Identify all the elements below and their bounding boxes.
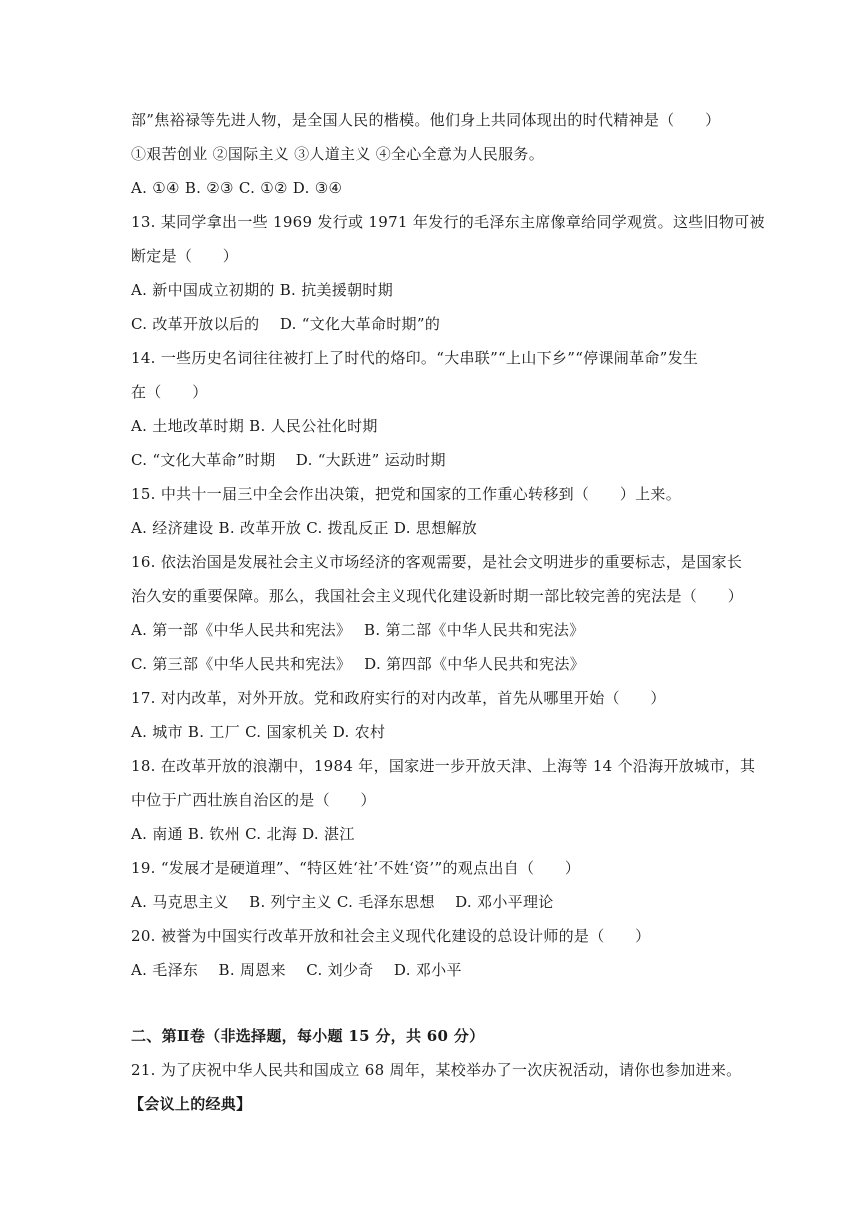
options-line: A. 新中国成立初期的 B. 抗美援朝时期: [131, 281, 393, 299]
subsection-heading: 【会议上的经典】: [129, 1095, 252, 1113]
question-19: 19. “发展才是硬道理”、“特区姓‘社’不姓‘资’”的观点出自（ ）: [131, 859, 581, 877]
question-13: 13. 某同学拿出一些 1969 发行或 1971 年发行的毛泽东主席像章给同学观赏。这些旧物可被: [131, 213, 765, 231]
text-line: 断定是（ ）: [131, 247, 239, 265]
question-18: 18. 在改革开放的浪潮中，1984 年，国家进一步开放天津、上海等 14 个沿海开放城市，其: [131, 757, 756, 775]
question-16: 16. 依法治国是发展社会主义市场经济的客观需要，是社会文明进步的重要标志，是国家长: [131, 553, 743, 571]
question-20: 20. 被誉为中国实行改革开放和社会主义现代化建设的总设计师的是（ ）: [131, 927, 651, 945]
question-17: 17. 对内改革，对外开放。党和政府实行的对内改革，首先从哪里开始（ ）: [131, 689, 666, 707]
text-line: 中位于广西壮族自治区的是（ ）: [131, 791, 376, 809]
options-line: C. “文化大革命”时期 D. “大跃进” 运动时期: [131, 451, 446, 469]
options-line: C. 第三部《中华人民共和宪法》 D. 第四部《中华人民共和宪法》: [131, 655, 585, 673]
question-14: 14. 一些历史名词往往被打上了时代的烙印。“大串联”“上山下乡”“停课闹革命”发生: [131, 349, 699, 367]
options-line: A. 南通 B. 钦州 C. 北海 D. 湛江: [131, 825, 355, 843]
options-line: A. 土地改革时期 B. 人民公社化时期: [131, 417, 378, 435]
options-line: A. 城市 B. 工厂 C. 国家机关 D. 农村: [131, 723, 386, 741]
question-21: 21. 为了庆祝中华人民共和国成立 68 周年，某校举办了一次庆祝活动，请你也参加进来。: [131, 1061, 742, 1079]
text-line: 部”焦裕禄等先进人物，是全国人民的楷模。他们身上共同体现出的时代精神是（ ）: [131, 111, 721, 129]
section-heading: 二、第Ⅱ卷（非选择题，每小题 15 分，共 60 分）: [131, 1027, 485, 1045]
text-line: A. ①④ B. ②③ C. ①② D. ③④: [131, 179, 343, 197]
question-15: 15. 中共十一届三中全会作出决策，把党和国家的工作重心转移到（ ）上来。: [131, 485, 682, 503]
options-line: A. 马克思主义 B. 列宁主义 C. 毛泽东思想 D. 邓小平理论: [131, 893, 554, 911]
text-line: ①艰苦创业 ②国际主义 ③人道主义 ④全心全意为人民服务。: [131, 145, 545, 163]
options-line: A. 毛泽东 B. 周恩来 C. 刘少奇 D. 邓小平: [131, 961, 462, 979]
text-line: 在（ ）: [131, 383, 208, 401]
options-line: A. 第一部《中华人民共和宪法》 B. 第二部《中华人民共和宪法》: [131, 621, 585, 639]
text-line: 治久安的重要保障。那么，我国社会主义现代化建设新时期一部比较完善的宪法是（ ）: [131, 587, 744, 605]
options-line: C. 改革开放以后的 D. “文化大革命时期”的: [131, 315, 441, 333]
options-line: A. 经济建设 B. 改革开放 C. 拨乱反正 D. 思想解放: [131, 519, 478, 537]
